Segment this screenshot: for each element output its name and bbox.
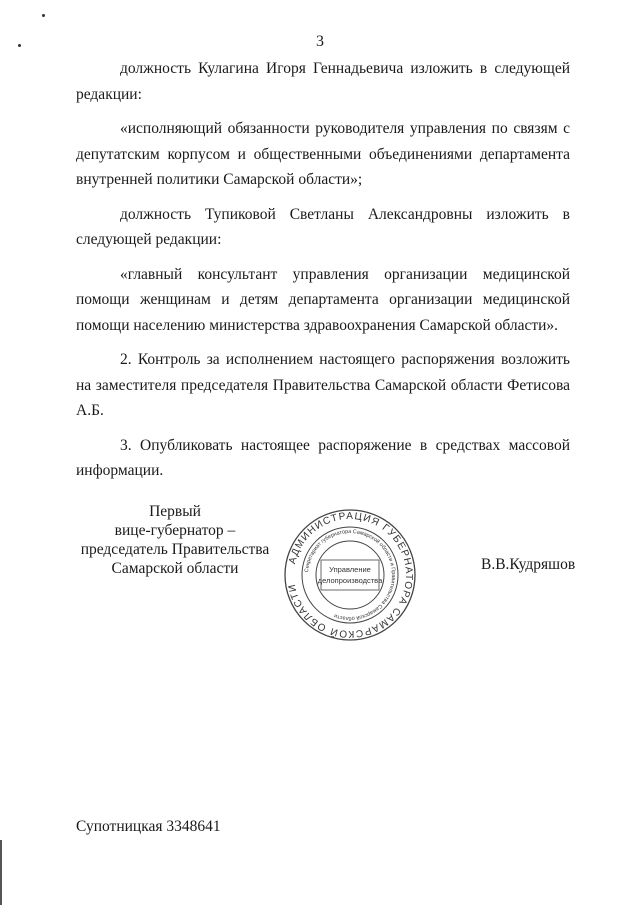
executor-contact: Супотницкая 3348641 [76, 818, 221, 835]
paragraph-tupikova: должность Тупиковой Светланы Александровны изложить в следующей редакции: [76, 205, 570, 248]
scan-edge [0, 840, 2, 905]
signatory-name: В.В.Кудряшов [481, 556, 576, 573]
scan-speck [18, 44, 21, 47]
svg-text:Управление: Управление [329, 565, 371, 574]
svg-text:Секретариат губернатора Самарс: Секретариат губернатора Самарской области и Правительства Самарской области [304, 528, 397, 622]
paragraph-tupikova-new-title: «главный консультант управления организации медицинской помощи женщинам и детям департамента организации медицинской помощи населению министерства здравоохранения Самарской области». [76, 265, 570, 334]
svg-text:АДМИНИСТРАЦИЯ ГУБЕРНАТОРА САМА: АДМИНИСТРАЦИЯ ГУБЕРНАТОРА САМАРСКОЙ ОБЛАСТИ [286, 510, 415, 640]
scan-speck [42, 14, 45, 17]
signatory-position-line: председатель Правительства [80, 541, 270, 558]
document-body [76, 56, 570, 484]
signatory-position-line: Самарской области [111, 560, 239, 577]
signatory-position-line: вице-губернатор – [114, 522, 236, 539]
paragraph-control: 2. Контроль за исполнением настоящего распоряжения возложить на заместителя председателя Правительства Самарской области Фетисова А.Б. [76, 351, 570, 419]
signatory-position-line: Первый [149, 503, 201, 520]
svg-text:делопроизводства: делопроизводства [317, 576, 383, 585]
paragraph-kulagin: должность Кулагина Игоря Геннадьевича изложить в следующей редакции: [76, 60, 570, 103]
signatory-position [80, 502, 270, 578]
official-seal-stamp [283, 508, 417, 642]
page-number: 3 [316, 33, 324, 50]
paragraph-publish: 3. Опубликовать настоящее распоряжение в средствах массовой информации. [76, 436, 570, 479]
paragraph-kulagin-new-title: «исполняющий обязанности руководителя управления по связям с депутатским корпусом и общественными объединениями департамента внутренней политики Самарской области»; [76, 120, 570, 188]
